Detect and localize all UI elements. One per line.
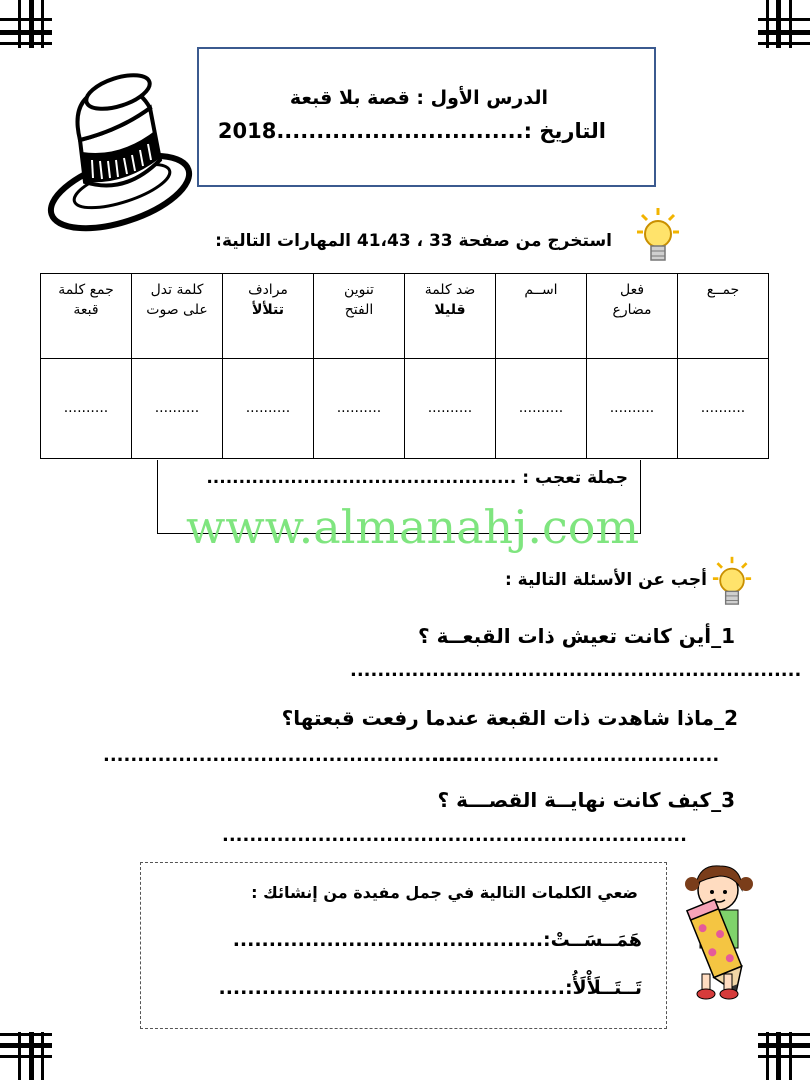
hat-icon [40, 60, 195, 235]
table-answer-row [41, 359, 769, 459]
word-1-line[interactable]: هَمَــسَــتْ:........................................... [232, 929, 642, 951]
girl-pencil-icon [676, 862, 762, 1002]
column-header: مرادف تتلألأ [223, 274, 314, 359]
column-header: ضد كلمة قليلا [405, 274, 496, 359]
table-header-row [41, 274, 769, 359]
question-2: 2_ماذا شاهدت ذات القبعة عندما رفعت قبعتها؟ [281, 706, 738, 730]
column-header: جمــع [678, 274, 769, 359]
question-3: 3_كيف كانت نهايــة القصـــة ؟ [437, 788, 735, 812]
lesson-title: الدرس الأول : قصة بلا قبعة [289, 87, 548, 109]
answer-cell[interactable]: .......... [223, 359, 314, 459]
answer-cell[interactable]: .......... [678, 359, 769, 459]
sentences-box [140, 862, 667, 1029]
word-2-line[interactable]: تَــتَــلَأْلَأُ:................................................ [218, 977, 642, 999]
answer-line-3[interactable]: .................................................................... [222, 825, 687, 846]
answer-cell[interactable]: .......... [132, 359, 223, 459]
skills-heading: استخرج من صفحة 33 ، 41،43 المهارات التالية: [215, 231, 612, 251]
answer-cell[interactable]: .......... [587, 359, 678, 459]
column-header: تنوين الفتح [314, 274, 405, 359]
lesson-title-box [197, 47, 656, 187]
date-line: التاريخ :...............................2018 [217, 119, 606, 143]
answer-line-2b[interactable]: ...................................................... [103, 745, 473, 766]
answer-cell[interactable]: .......... [405, 359, 496, 459]
column-header: اســم [496, 274, 587, 359]
column-header: كلمة تدل على صوت [132, 274, 223, 359]
answer-cell[interactable]: .......... [496, 359, 587, 459]
answer-line-1[interactable]: .................................................................. [350, 660, 802, 681]
answer-cell[interactable]: .......... [41, 359, 132, 459]
lightbulb-icon [710, 555, 754, 615]
column-header: فعل مضارع [587, 274, 678, 359]
column-header: جمع كلمة قبعة [41, 274, 132, 359]
watermark: www.almanahj.com [186, 500, 640, 554]
question-1: 1_أين كانت تعيش ذات القبعــة ؟ [418, 624, 735, 648]
questions-heading: أجب عن الأسئلة التالية : [504, 570, 707, 590]
exclamation-label[interactable]: جملة تعجب : ................................................ [206, 468, 628, 488]
skills-table [40, 273, 769, 459]
answer-line-2a[interactable]: .......................................... [432, 745, 720, 766]
lightbulb-icon [636, 206, 680, 272]
answer-cell[interactable]: .......... [314, 359, 405, 459]
sentences-heading: ضعي الكلمات التالية في جمل مفيدة من إنشائك : [251, 883, 638, 902]
